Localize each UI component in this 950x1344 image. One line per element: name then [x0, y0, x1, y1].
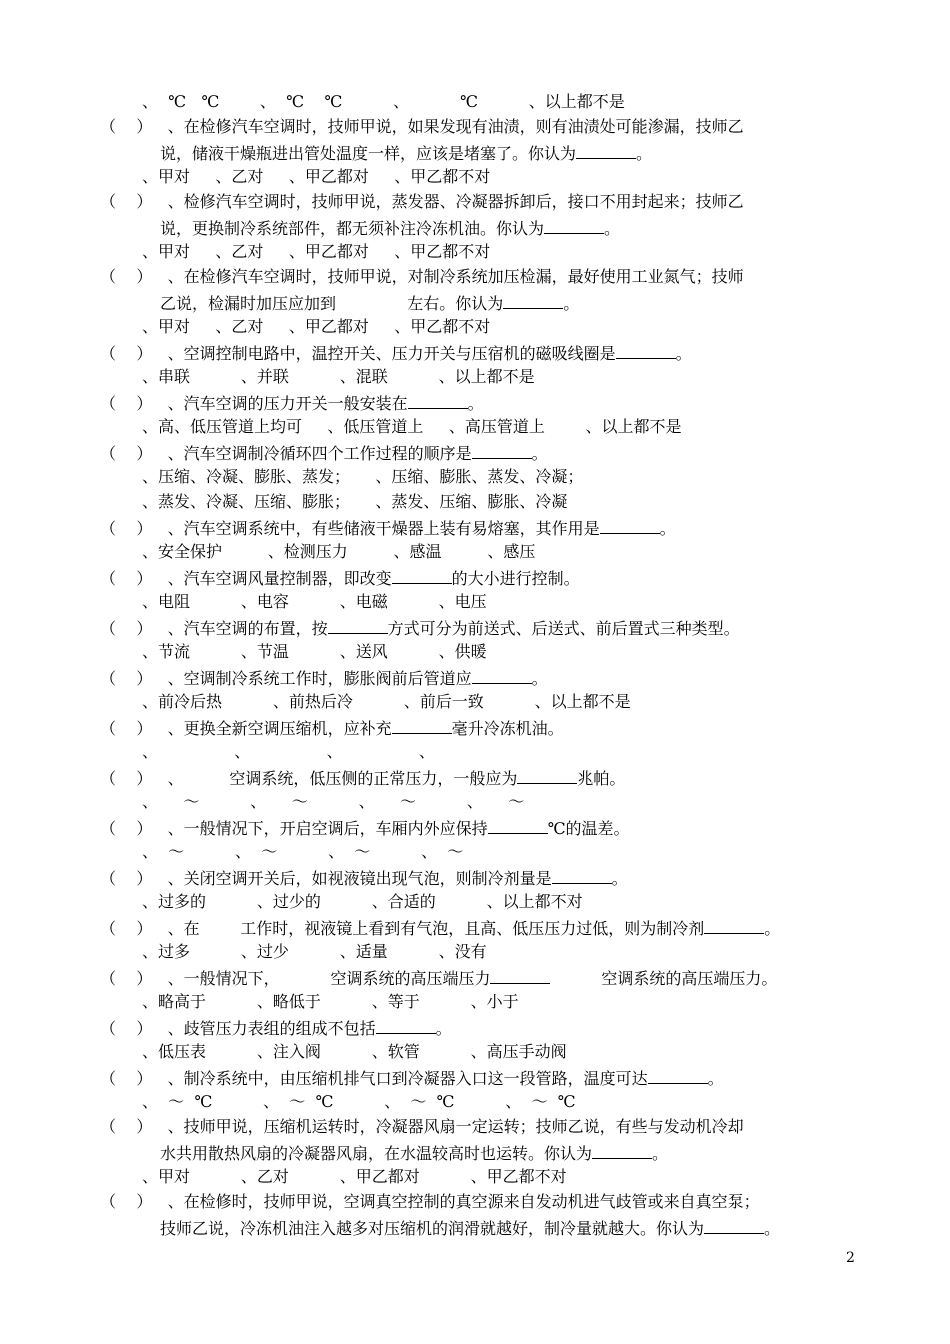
question-line: （ ） 、在检修汽车空调时，技师甲说，对制冷系统加压检漏，最好使用工业氮气；技师	[100, 267, 744, 286]
text-line: 说，储液干燥瓶进出管处温度一样，应该是堵塞了。你认为 。	[160, 144, 653, 163]
options-line: 、蒸发、冷凝、压缩、膨胀； 、蒸发、压缩、膨胀、冷凝	[142, 492, 568, 511]
question-line: （ ） 、汽车空调的压力开关一般安装在 。	[100, 394, 484, 413]
question-line: （ ） 、汽车空调系统中，有些储液干燥器上装有易熔塞，其作用是 。	[100, 519, 676, 538]
question-line: （ ） 、汽车空调制冷循环四个工作过程的顺序是 。	[100, 444, 548, 463]
question-line: （ ） 、汽车空调的布置，按 方式可分为前送式、后送式、前后置式三种类型。	[100, 619, 740, 638]
options-line: 、 ～ ℃ 、 ～ ℃ 、 ～ ℃ 、 ～ ℃	[142, 1092, 576, 1111]
options-line: 、甲对 、乙对 、甲乙都对 、甲乙都不对	[142, 167, 491, 186]
answer-blank[interactable]	[328, 617, 388, 634]
text-line: 说，更换制冷系统部件，都无须补注冷冻机油。你认为 。	[160, 219, 621, 238]
answer-blank[interactable]	[600, 517, 660, 534]
question-line: （ ） 、一般情况下，开启空调后，车厢内外应保持 ℃的温差。	[100, 819, 630, 838]
question-line: （ ） 、技师甲说，压缩机运转时，冷凝器风扇一定运转；技师乙说，有些与发动机冷却	[100, 1117, 744, 1136]
text-line: 乙说，检漏时加压应加到 左右。你认为 。	[160, 294, 580, 313]
question-line: （ ） 、一般情况下， 空调系统的高压端压力 空调系统的高压端压力。	[100, 969, 778, 988]
text-line: 、 ℃ ℃ 、 ℃ ℃ 、 ℃ 、以上都不是	[142, 92, 625, 111]
options-line: 、低压表 、注入阀 、软管 、高压手动阀	[142, 1042, 567, 1061]
question-line: （ ） 、汽车空调风量控制器，即改变 的大小进行控制。	[100, 569, 580, 588]
answer-blank[interactable]	[544, 217, 604, 234]
options-line: 、略高于 、略低于 、等于 、小于	[142, 992, 519, 1011]
question-line: （ ） 、在检修汽车空调时，技师甲说，如果发现有油渍，则有油渍处可能渗漏，技师乙	[100, 117, 744, 136]
question-line: （ ） 、关闭空调开关后，如视液镜出现气泡，则制冷剂量是 。	[100, 869, 628, 888]
answer-blank[interactable]	[472, 442, 532, 459]
answer-blank[interactable]	[392, 717, 452, 734]
text-line: 技师乙说，冷冻机油注入越多对压缩机的润滑就越好，制冷量就越大。你认为 。	[160, 1219, 781, 1238]
answer-blank[interactable]	[648, 1067, 708, 1084]
answer-blank[interactable]	[552, 867, 612, 884]
text-line: 水共用散热风扇的冷凝器风扇，在水温较高时也运转。你认为 。	[160, 1144, 669, 1163]
options-line: 、压缩、冷凝、膨胀、蒸发； 、压缩、膨胀、蒸发、冷凝；	[142, 467, 584, 486]
options-line: 、串联 、并联 、混联 、以上都不是	[142, 367, 535, 386]
options-line: 、过多的 、过少的 、合适的 、以上都不对	[142, 892, 583, 911]
answer-blank[interactable]	[376, 1017, 436, 1034]
options-line: 、甲对 、乙对 、甲乙都对 、甲乙都不对	[142, 317, 491, 336]
options-line: 、甲对 、乙对 、甲乙都对 、甲乙都不对	[142, 1167, 567, 1186]
options-line: 、前冷后热 、前热后冷 、前后一致 、以上都不是	[142, 692, 631, 711]
answer-blank[interactable]	[392, 567, 452, 584]
question-line: （ ） 、空调控制电路中，温控开关、压力开关与压宿机的磁吸线圈是 。	[100, 344, 692, 363]
options-line: 、甲对 、乙对 、甲乙都对 、甲乙都不对	[142, 242, 491, 261]
question-line: （ ） 、空调制冷系统工作时，膨胀阀前后管道应 。	[100, 669, 548, 688]
answer-blank[interactable]	[490, 967, 550, 984]
answer-blank[interactable]	[488, 817, 548, 834]
options-line: 、安全保护 、检测压力 、感温 、感压	[142, 542, 536, 561]
options-line: 、节流 、节温 、送风 、供暖	[142, 642, 487, 661]
answer-blank[interactable]	[704, 917, 764, 934]
options-line: 、电阻 、电容 、电磁 、电压	[142, 592, 487, 611]
question-line: （ ） 、 空调系统，低压侧的正常压力，一般应为 兆帕。	[100, 769, 626, 788]
answer-blank[interactable]	[592, 1142, 652, 1159]
question-line: （ ） 、制冷系统中，由压缩机排气口到冷凝器入口这一段管路，温度可达 。	[100, 1069, 724, 1088]
options-line: 、 ～ 、 ～ 、 ～ 、 ～	[142, 842, 464, 861]
answer-blank[interactable]	[503, 292, 563, 309]
options-line: 、 、 、 、	[142, 742, 435, 761]
question-line: （ ） 、更换全新空调压缩机，应补充 毫升冷冻机油。	[100, 719, 564, 738]
question-line: （ ） 、歧管压力表组的组成不包括 。	[100, 1019, 452, 1038]
options-line: 、过多 、过少 、适量 、没有	[142, 942, 487, 961]
answer-blank[interactable]	[576, 142, 636, 159]
answer-blank[interactable]	[472, 667, 532, 684]
answer-blank[interactable]	[517, 767, 577, 784]
question-line: （ ） 、检修汽车空调时，技师甲说，蒸发器、冷凝器拆卸后，接口不用封起来；技师乙	[100, 192, 744, 211]
options-line: 、 ～ 、 ～ 、 ～ 、 ～	[142, 792, 525, 811]
answer-blank[interactable]	[704, 1217, 764, 1234]
answer-blank[interactable]	[616, 342, 676, 359]
page-number: 2	[846, 1250, 855, 1266]
options-line: 、高、低压管道上均可 、低压管道上 、高压管道上 、以上都不是	[142, 417, 682, 436]
question-line: （ ） 、在检修时，技师甲说，空调真空控制的真空源来自发动机进气歧管或来自真空泵；	[100, 1192, 760, 1211]
answer-blank[interactable]	[408, 392, 468, 409]
question-line: （ ） 、在 工作时，视液镜上看到有气泡，且高、低压压力过低，则为制冷剂 。	[100, 919, 781, 938]
